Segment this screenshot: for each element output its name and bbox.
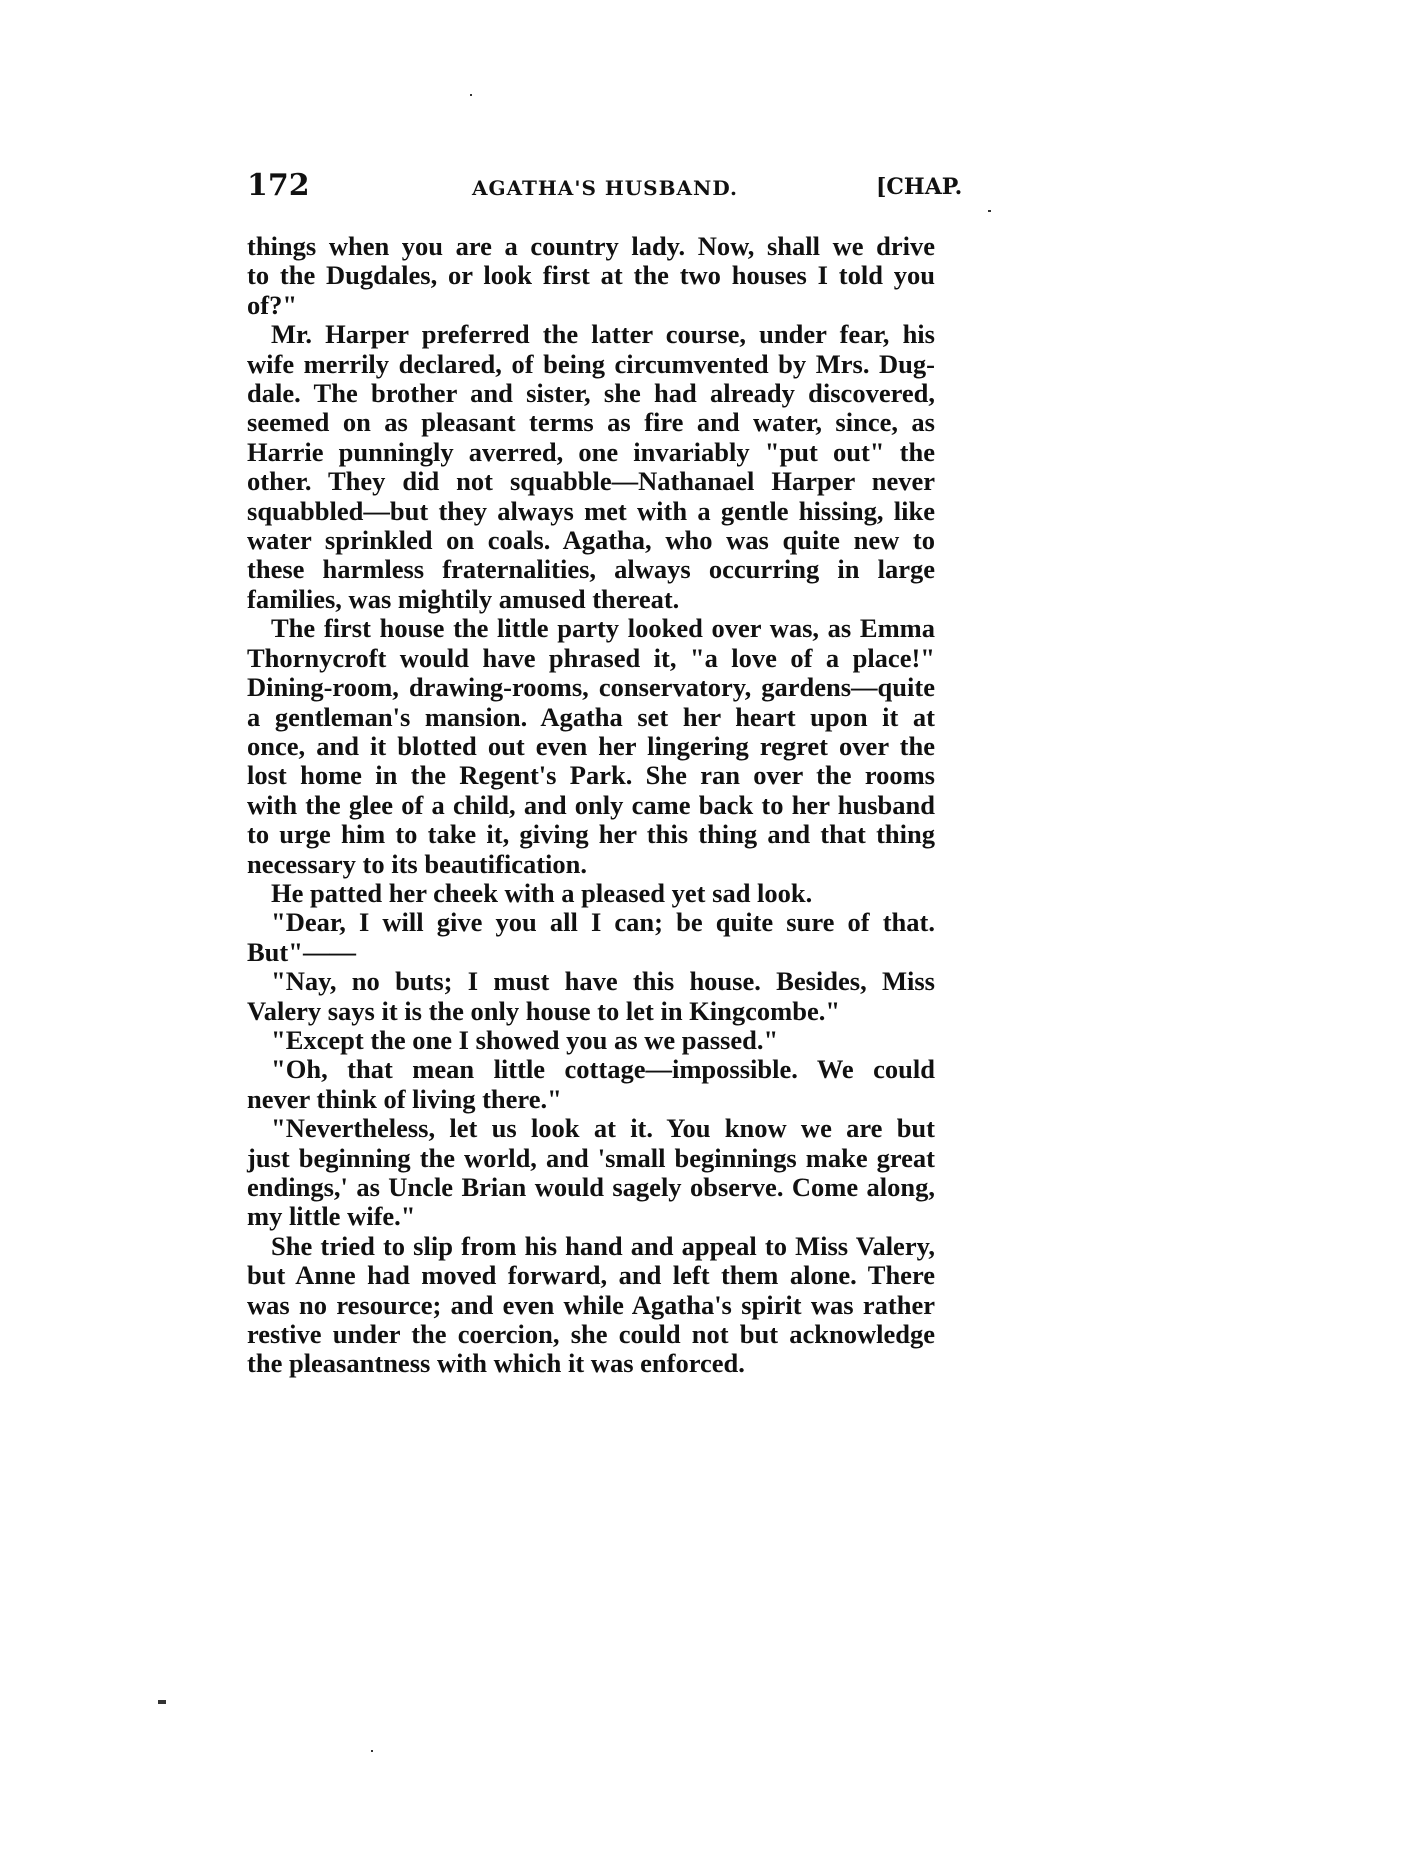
text-line: "Oh, that mean little cottage—impossible. We could — [271, 1054, 935, 1085]
text-line: Dining-room, drawing-rooms, conservatory, gardens—quite — [247, 672, 935, 703]
text-line: things when you are a country lady. Now, shall we drive — [247, 231, 935, 261]
page-number: 172 — [247, 168, 310, 203]
text-line: just beginning the world, and 'small beginnings make great — [247, 1142, 935, 1173]
text-line: once, and it blotted out even her lingering regret over the — [247, 730, 935, 761]
text-line: water sprinkled on coals. Agatha, who was quite new to — [247, 525, 935, 556]
text-line: never think of living there." — [247, 1083, 562, 1114]
text-line: Valery says it is the only house to let in Kingcombe." — [247, 995, 841, 1026]
scan-speck — [158, 1700, 166, 1704]
scan-speck — [988, 210, 991, 212]
text-line: She tried to slip from his hand and appeal to Miss Valery, — [271, 1230, 935, 1261]
text-line: restive under the coercion, she could not but acknowledge — [247, 1319, 935, 1350]
text-line: "Except the one I showed you as we passed." — [271, 1024, 779, 1055]
text-line: with the glee of a child, and only came back to her husband — [247, 789, 935, 820]
scan-speck — [371, 1750, 373, 1752]
text-line: families, was mightily amused thereat. — [247, 583, 680, 614]
text-line: the pleasantness with which it was enforced. — [247, 1348, 745, 1379]
text-line: Mr. Harper preferred the latter course, under fear, his — [271, 319, 935, 350]
text-line: my little wife." — [247, 1201, 416, 1232]
text-line: necessary to its beautification. — [247, 848, 588, 879]
scan-speck — [470, 94, 472, 96]
text-line: seemed on as pleasant terms as fire and water, since, as — [247, 407, 935, 438]
text-line: "Dear, I will give you all I can; be quite sure of that. — [271, 907, 935, 938]
chapter-label: [CHAP. — [876, 174, 963, 200]
text-line: to the Dugdales, or look first at the two houses I told you — [247, 260, 935, 291]
running-title: AGATHA'S HUSBAND. — [472, 176, 738, 200]
text-line: squabbled—but they always met with a gentle hissing, like — [247, 495, 935, 526]
text-line: The first house the little party looked over was, as Emma — [271, 613, 935, 644]
text-line: Harrie punningly averred, one invariably "put out" the — [247, 436, 935, 467]
text-line: wife merrily declared, of being circumvented by Mrs. Dug- — [247, 348, 935, 379]
text-line: endings,' as Uncle Brian would sagely observe. Come along, — [247, 1172, 935, 1202]
text-line: "Nay, no buts; I must have this house. Besides, Miss — [271, 966, 935, 997]
text-line: of?" — [247, 289, 298, 320]
text-line: these harmless fraternalities, always occurring in large — [247, 554, 935, 585]
text-line: to urge him to take it, giving her this thing and that thing — [247, 819, 935, 850]
text-line: was no resource; and even while Agatha's spirit was rather — [247, 1289, 935, 1320]
body-text — [247, 232, 935, 1379]
text-line: He patted her cheek with a pleased yet sad look. — [271, 877, 813, 908]
text-line: "Nevertheless, let us look at it. You know we are but — [271, 1113, 935, 1144]
text-line: lost home in the Regent's Park. She ran over the rooms — [247, 760, 935, 791]
text-line: Thornycroft would have phrased it, "a love of a place!" — [247, 642, 935, 673]
text-line: other. They did not squabble—Nathanael Harper never — [247, 466, 935, 497]
text-line: but Anne had moved forward, and left them alone. There — [247, 1260, 935, 1291]
text-line: a gentleman's mansion. Agatha set her heart upon it at — [247, 701, 935, 732]
text-line: But"—— — [247, 936, 356, 967]
text-line: dale. The brother and sister, she had already discovered, — [247, 378, 935, 409]
